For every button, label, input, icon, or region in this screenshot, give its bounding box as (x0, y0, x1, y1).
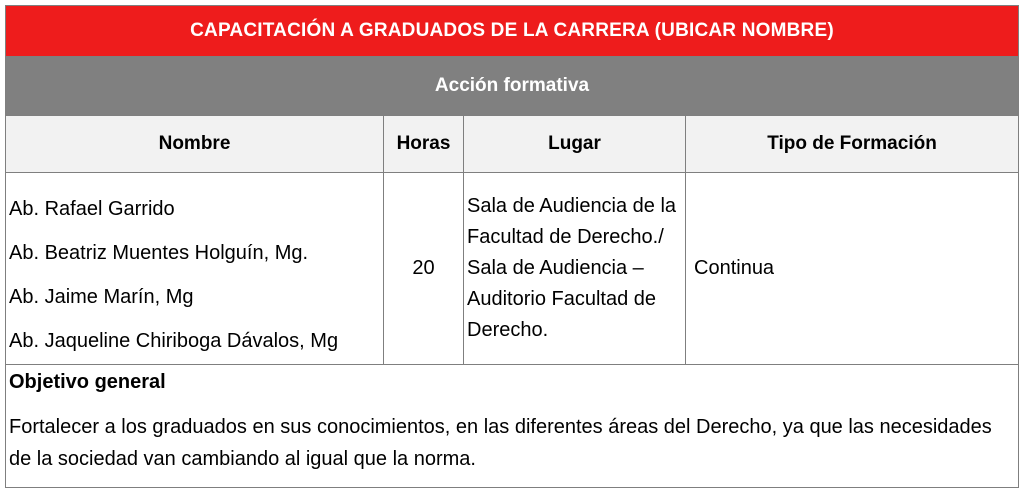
training-table (5, 5, 1019, 488)
table-subtitle: Acción formativa (6, 57, 1019, 116)
training-table-container (5, 5, 1018, 488)
header-nombre: Nombre (6, 116, 384, 173)
name-item: Ab. Rafael Garrido (9, 198, 175, 220)
place-cell: Sala de Audiencia de la Facultad de Derecho./ Sala de Audiencia –Auditorio Facultad de Derecho. (464, 173, 686, 365)
name-item: Ab. Beatriz Muentes Holguín, Mg. (9, 242, 309, 264)
objective-text: Fortalecer a los graduados en sus conocimientos, en las diferentes áreas del Derecho, ya que las necesidades de la sociedad van cambiando al igual que la norma. (6, 399, 1019, 488)
header-tipo: Tipo de Formación (686, 116, 1019, 173)
type-cell: Continua (686, 173, 1019, 365)
name-item: Ab. Jaime Marín, Mg (9, 286, 194, 308)
names-cell (6, 173, 384, 365)
header-lugar: Lugar (464, 116, 686, 173)
objective-label: Objetivo general (6, 365, 1019, 400)
table-title: CAPACITACIÓN A GRADUADOS DE LA CARRERA (UBICAR NOMBRE) (6, 6, 1019, 57)
hours-cell: 20 (384, 173, 464, 365)
name-item: Ab. Jaqueline Chiriboga Dávalos, Mg (9, 330, 339, 352)
header-horas: Horas (384, 116, 464, 173)
